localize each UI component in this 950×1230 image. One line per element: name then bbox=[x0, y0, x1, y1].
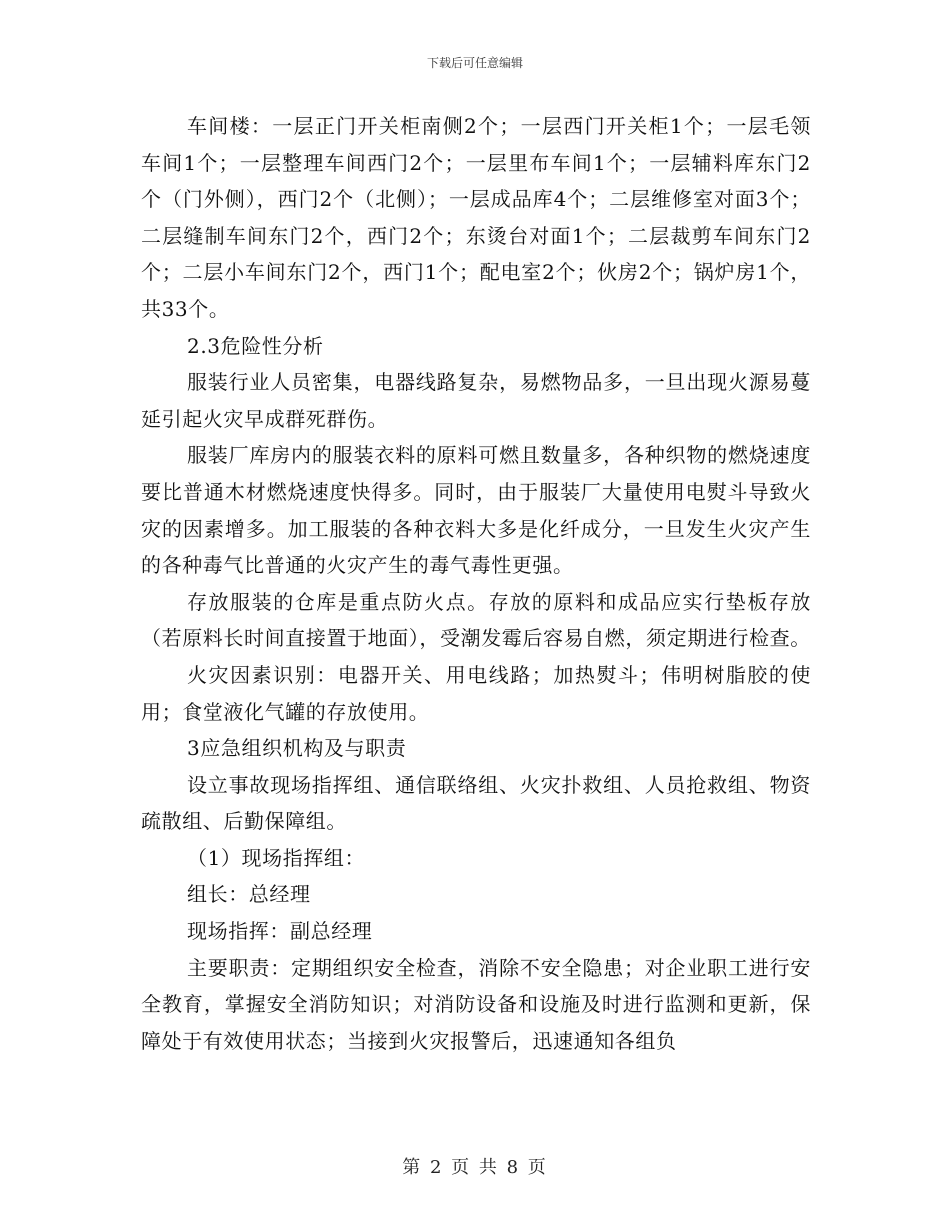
paragraph-storage-fire-point: 存放服装的仓库是重点防火点。存放的原料和成品应实行垫板存放（若原料长时间直接置于地面），受潮发霉后容易自燃，须定期进行检查。 bbox=[141, 589, 811, 651]
paragraph-warehouse-materials: 服装厂库房内的服装衣料的原料可燃且数量多，各种织物的燃烧速度要比普通木材燃烧速度快得多。同时，由于服装厂大量使用电熨斗导致火灾的因素增多。加工服装的各种衣料大多是化纤成分，一旦发生火灾产生的各种毒气比普通的火灾产生的毒气毒性更强。 bbox=[141, 443, 811, 578]
paragraph-main-duties: 主要职责：定期组织安全检查，消除不安全隐患；对企业职工进行安全教育，掌握安全消防知识；对消防设备和设施及时进行监测和更新，保障处于有效使用状态；当接到火灾报警后，迅速通知各组负 bbox=[141, 955, 811, 1053]
section-heading-risk-analysis: 2.3危险性分析 bbox=[187, 333, 324, 358]
paragraph-industry-risk: 服装行业人员密集，电器线路复杂，易燃物品多，一旦出现火源易蔓延引起火灾早成群死群伤。 bbox=[141, 370, 811, 431]
paragraph-site-commander: 现场指挥：副总经理 bbox=[187, 919, 373, 944]
header-note: 下载后可任意编辑 bbox=[426, 56, 523, 70]
paragraph-team-leader: 组长：总经理 bbox=[187, 882, 311, 907]
paragraph-fire-extinguisher-locations: 车间楼：一层正门开关柜南侧2个；一层西门开关柜1个；一层毛领车间1个；一层整理车间西门2个；一层里布车间1个；一层辅料库东门2个（门外侧），西门2个（北侧）；一层成品库4个；二层维修室对面3个；二层缝制车间东门2个，西门2个；东烫台对面1个；二层裁剪车间东门2个；二层小车间东门2个，西门1个；配电室2个；伙房2个；锅炉房1个，共33个。 bbox=[141, 114, 811, 321]
page-number-footer: 第 2 页 共 8 页 bbox=[402, 1157, 548, 1178]
section-heading-emergency-organization: 3应急组织机构及与职责 bbox=[187, 736, 407, 761]
paragraph-fire-factors: 火灾因素识别：电器开关、用电线路；加热熨斗；伟明树脂胶的使用；食堂液化气罐的存放使用。 bbox=[141, 662, 811, 724]
subheading-command-team: （1）现场指挥组： bbox=[187, 845, 366, 870]
paragraph-teams-established: 设立事故现场指挥组、通信联络组、火灾扑救组、人员抢救组、物资疏散组、后勤保障组。 bbox=[141, 772, 811, 834]
document-body bbox=[141, 108, 811, 1059]
